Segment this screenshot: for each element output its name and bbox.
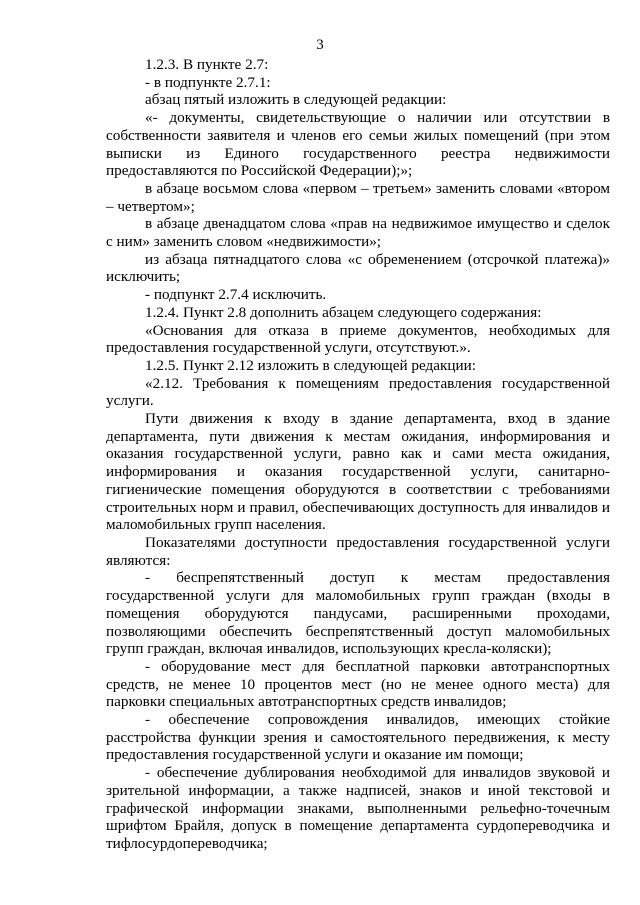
list-item-parking: - оборудование мест для бесплатной парковки автотранспортных средств, не менее 10 процентов мест (но не менее одного места) для парковки специальных автотранспортных средств инвалидов; bbox=[106, 657, 610, 711]
paragraph-documents-quote: «- документы, свидетельствующие о наличии или отсутствии в собственности заявителя и членов его семьи жилых помещений (при этом выписки из Единого государственного реестра недвижимости предоставляются по Российской Федерации);»; bbox=[106, 109, 610, 180]
paragraph-2-12-heading: «2.12. Требования к помещениям предоставления государственной услуги. bbox=[106, 374, 610, 410]
paragraph-fifth-abzats-intro: абзац пятый изложить в следующей редакции: bbox=[145, 91, 447, 109]
paragraph-accessibility-indicators: Показателями доступности предоставления государственной услуги являются: bbox=[106, 533, 610, 569]
paragraph-twelfth-abzats: в абзаце двенадцатом слова «прав на недвижимое имущество и сделок с ним» заменить словом «недвижимости»; bbox=[106, 215, 610, 251]
paragraph-1-2-5: 1.2.5. Пункт 2.12 изложить в следующей редакции: bbox=[145, 356, 476, 374]
document-body bbox=[106, 56, 610, 853]
paragraph-subclause-2-7-4: - подпункт 2.7.4 исключить. bbox=[145, 286, 327, 304]
list-item-escort: - обеспечение сопровождения инвалидов, имеющих стойкие расстройства функции зрения и самостоятельного передвижения, к месту предоставления государственной услуги и оказание им помощи; bbox=[106, 711, 610, 764]
list-item-unobstructed-access: - беспрепятственный доступ к местам предоставления государственной услуги для маломобильных групп граждан (входы в помещения оборудуются пандусами, расширенными проходами, позволяющими обеспечить беспрепятственный доступ маломобильных групп граждан, включая инвалидов, использующих кресла-коляски); bbox=[106, 569, 610, 658]
list-item-braille: - обеспечение дублирования необходимой для инвалидов звуковой и зрительной информации, а также надписей, знаков и иной текстовой и графической информации знаками, выполненными рельефно-точечным шрифтом Брайля, допуск в помещение департамента сурдопереводчика и тифлосурдопереводчика; bbox=[106, 764, 610, 852]
paragraph-refusal-grounds: «Основания для отказа в приеме документов, необходимых для предоставления государственной услуги, отсутствуют.». bbox=[106, 321, 610, 357]
paragraph-eighth-abzats: в абзаце восьмом слова «первом – третьем» заменить словами «втором – четвертом»; bbox=[106, 179, 610, 215]
paragraph-1-2-4: 1.2.4. Пункт 2.8 дополнить абзацем следующего содержания: bbox=[145, 303, 542, 321]
page-number: 3 bbox=[316, 37, 324, 53]
paragraph-subclause-2-7-1: - в подпункте 2.7.1: bbox=[145, 73, 271, 91]
paragraph-access-routes: Пути движения к входу в здание департамента, вход в здание департамента, пути движения к местам ожидания, информирования и оказания государственной услуги, равно как и сами места ожидания, информирования и оказания государственной услуги, санитарно-гигиенические помещения оборудуются в соответствии с требованиями строительных норм и правил, обеспечивающих доступность для инвалидов и маломобильных групп населения. bbox=[106, 410, 610, 534]
paragraph-1-2-3: 1.2.3. В пункте 2.7: bbox=[145, 56, 269, 73]
paragraph-fifteenth-abzats: из абзаца пятнадцатого слова «с обременением (отсрочкой платежа)» исключить; bbox=[106, 250, 610, 286]
